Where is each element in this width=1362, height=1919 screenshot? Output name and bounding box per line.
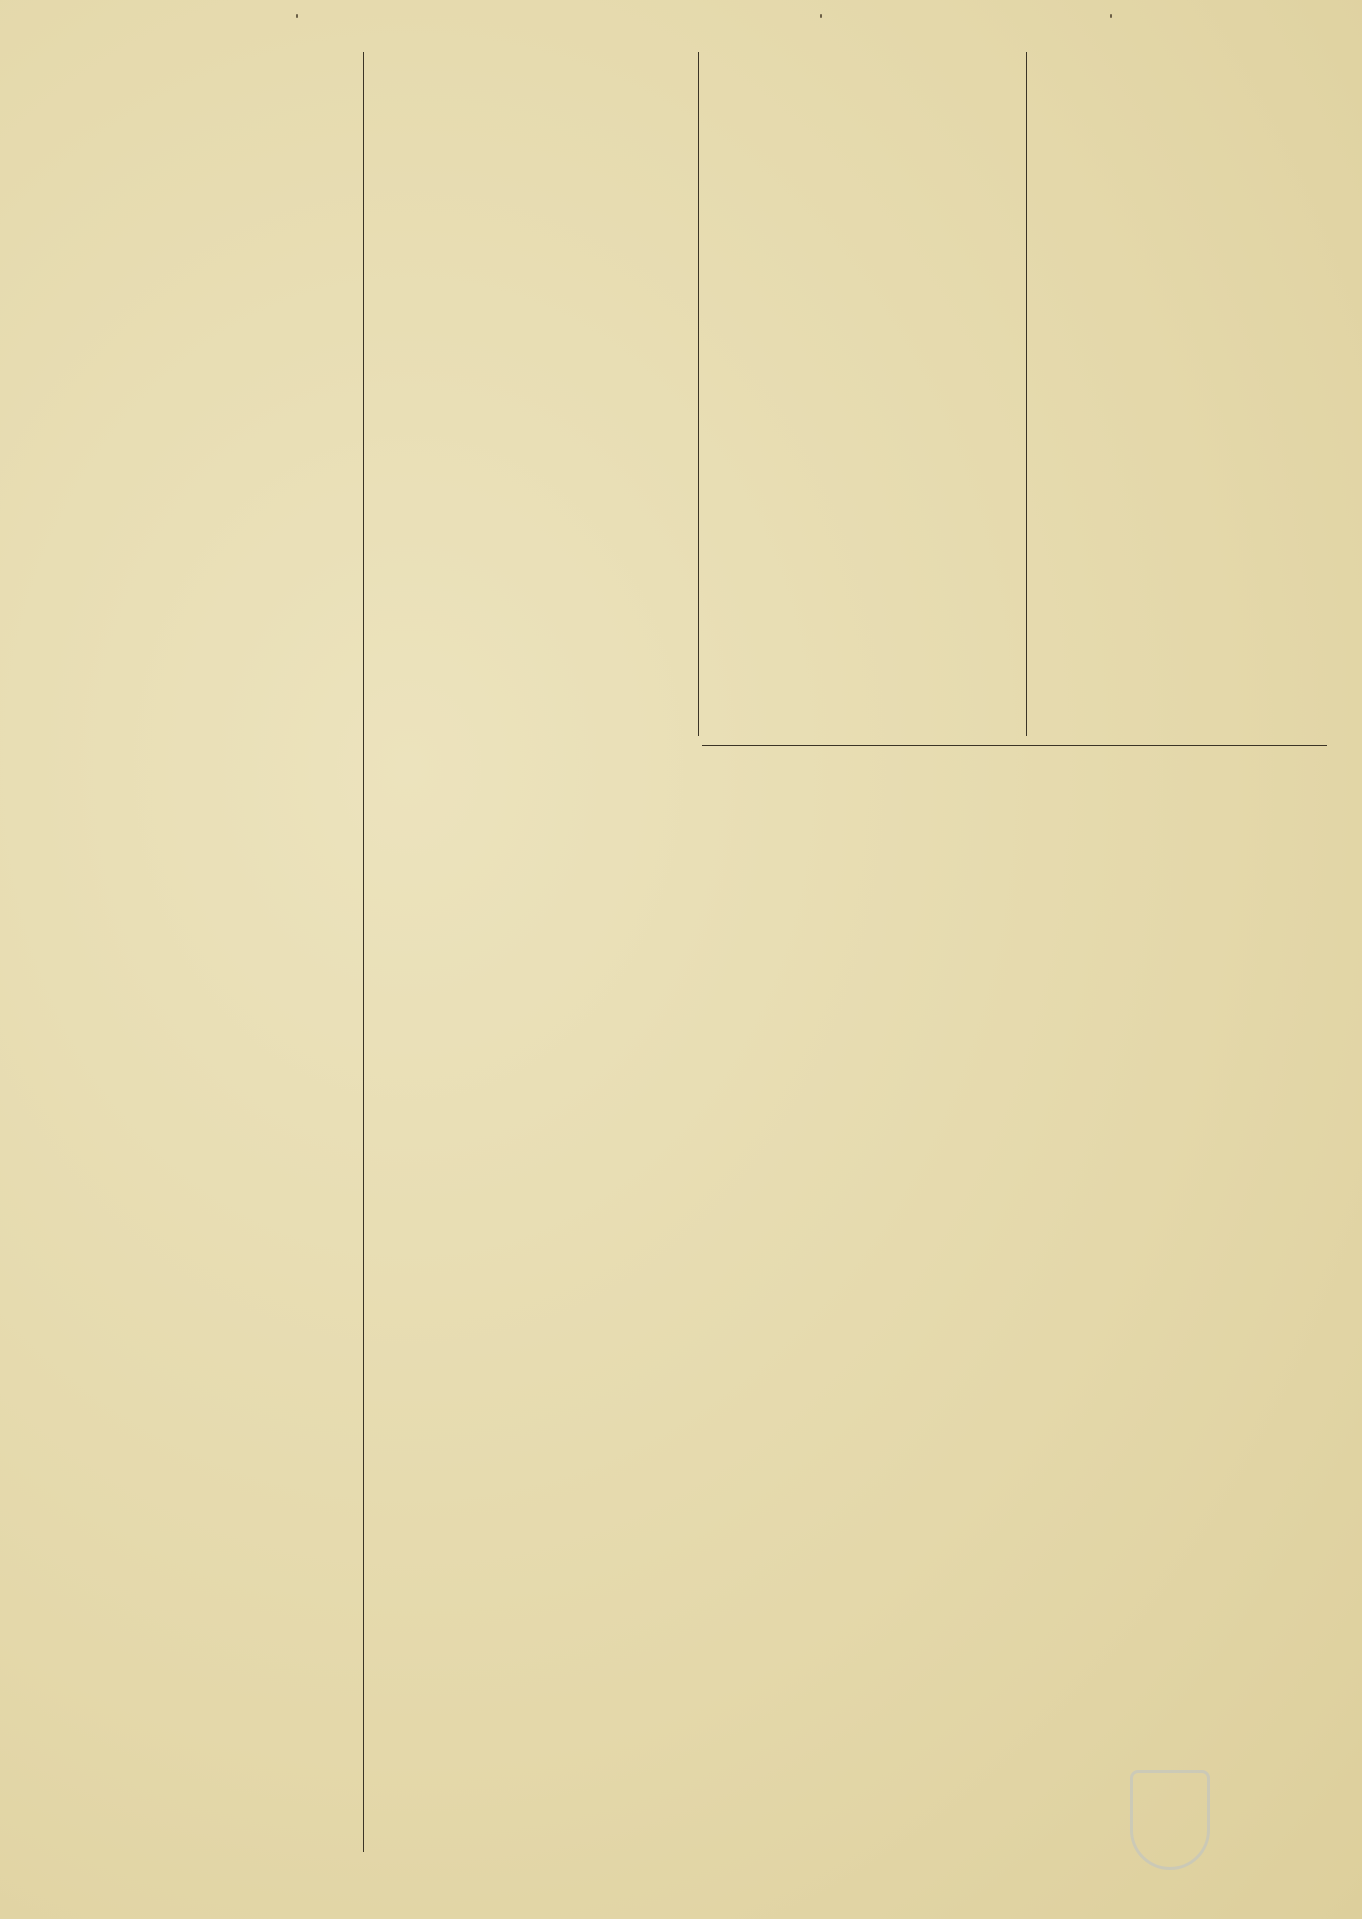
archive-stamp-icon (1130, 1770, 1210, 1870)
column-2 (376, 52, 668, 736)
column-3 (711, 52, 1005, 736)
column-4 (1040, 72, 1330, 712)
column-1 (58, 52, 350, 1872)
column-rule (698, 52, 699, 736)
column-rule (1026, 52, 1027, 736)
column-rule (363, 52, 364, 1852)
ornament-mark (296, 14, 298, 18)
ornament-mark (1110, 14, 1112, 18)
ornament-mark (820, 14, 822, 18)
price-table (378, 742, 1328, 1862)
